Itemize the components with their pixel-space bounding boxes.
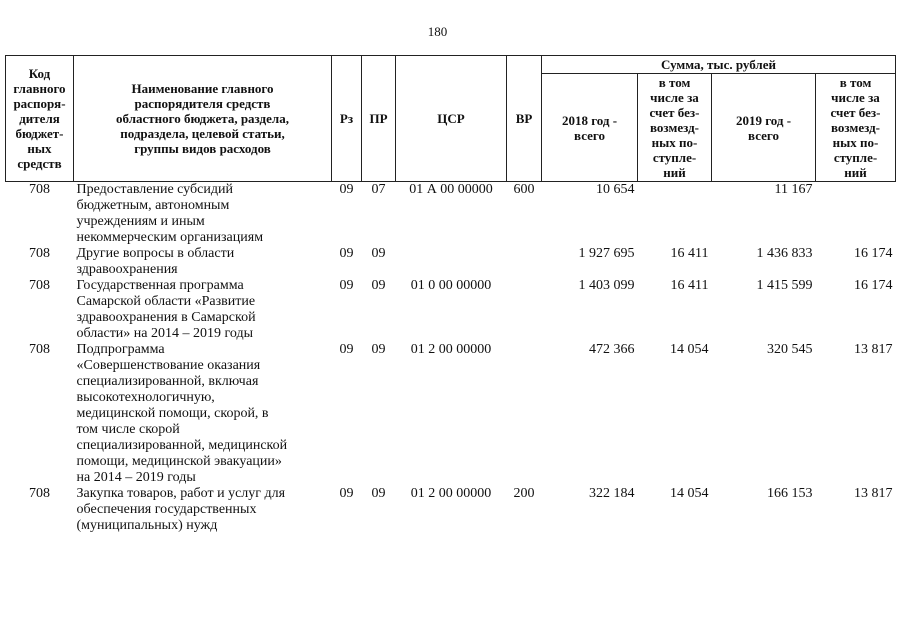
cell-vr — [507, 246, 542, 278]
cell-code: 708 — [29, 278, 50, 293]
cell-rz: 09 — [339, 246, 354, 261]
cell-2018-grants: 14 054 — [670, 486, 709, 501]
header-pr: ПР — [362, 56, 396, 182]
cell-pr: 09 — [371, 246, 386, 261]
cell-2019-grants: 16 174 — [854, 246, 893, 261]
table-header — [6, 56, 896, 182]
header-2019-grants: в том числе за счет без- возмезд- ных по- ступле- ний — [816, 74, 896, 182]
cell-2018-total: 322 184 — [589, 486, 635, 501]
cell-2018-grants — [638, 182, 712, 247]
cell-2019-total: 1 415 599 — [756, 278, 813, 293]
table-row — [6, 182, 896, 247]
header-2018-grants: в том числе за счет без- возмезд- ных по- ступле- ний — [638, 74, 712, 182]
cell-2018-total: 1 403 099 — [578, 278, 635, 293]
cell-2018-total: 10 654 — [596, 182, 635, 197]
cell-name: Государственная программа Самарской области «Развитие здравоохранения в Самарской области» на 2014 – 2019 годы — [76, 278, 256, 341]
header-sum: Сумма, тыс. рублей — [542, 56, 896, 74]
cell-name: Закупка товаров, работ и услуг для обеспечения государственных (муниципальных) нужд — [76, 486, 286, 533]
header-2019-total: 2019 год - всего — [712, 74, 816, 182]
table-row — [6, 278, 896, 342]
cell-2019-total: 166 153 — [767, 486, 813, 501]
page-number: 180 — [427, 24, 448, 39]
cell-vr: 200 — [513, 486, 535, 501]
cell-2019-total: 11 167 — [774, 182, 813, 197]
cell-csr — [396, 246, 507, 278]
cell-csr: 01 2 00 00000 — [410, 486, 492, 501]
cell-rz: 09 — [339, 182, 354, 197]
cell-vr — [507, 342, 542, 486]
header-csr: ЦСР — [396, 56, 507, 182]
header-vr: ВР — [507, 56, 542, 182]
table-row — [6, 246, 896, 278]
cell-2019-total: 320 545 — [767, 342, 813, 357]
header-name: Наименование главного распорядителя средств областного бюджета, раздела, подраздела, целевой статьи, группы видов расходов — [74, 56, 332, 182]
cell-csr: 01 0 00 00000 — [410, 278, 492, 293]
table-row — [6, 342, 896, 486]
budget-table — [5, 55, 896, 534]
header-code: Код главного распоря- дителя бюджет- ных средств — [6, 56, 74, 182]
cell-vr — [507, 278, 542, 342]
cell-2019-grants: 13 817 — [854, 486, 893, 501]
cell-2018-total: 472 366 — [589, 342, 635, 357]
cell-rz: 09 — [339, 278, 354, 293]
cell-2018-grants: 16 411 — [670, 246, 709, 261]
table-body — [6, 182, 896, 535]
cell-pr: 09 — [371, 486, 386, 501]
cell-code: 708 — [29, 246, 50, 261]
cell-csr: 01 2 00 00000 — [410, 342, 492, 357]
cell-pr: 07 — [371, 182, 386, 197]
cell-2019-total: 1 436 833 — [756, 246, 813, 261]
header-2018-total: 2018 год - всего — [542, 74, 638, 182]
cell-code: 708 — [29, 486, 50, 501]
cell-vr: 600 — [513, 182, 535, 197]
cell-name: Подпрограмма «Совершенствование оказания специализированной, включая высокотехнологичную, медицинской помощи, скорой, в том числе скорой специализированной, медицинской помощи, медицинской эвакуации» на 2014 – 2019 годы — [76, 342, 288, 485]
cell-code: 708 — [29, 342, 50, 357]
cell-name: Другие вопросы в области здравоохранения — [76, 246, 235, 277]
cell-2018-grants: 14 054 — [670, 342, 709, 357]
cell-2019-grants — [816, 182, 896, 247]
cell-csr: 01 А 00 00000 — [409, 182, 493, 197]
cell-2019-grants: 16 174 — [854, 278, 893, 293]
table-row — [6, 486, 896, 534]
cell-2018-total: 1 927 695 — [578, 246, 635, 261]
cell-2018-grants: 16 411 — [670, 278, 709, 293]
cell-code: 708 — [29, 182, 50, 197]
cell-rz: 09 — [339, 486, 354, 501]
cell-2019-grants: 13 817 — [854, 342, 893, 357]
cell-rz: 09 — [339, 342, 354, 357]
cell-name: Предоставление субсидий бюджетным, автономным учреждениям и иным некоммерческим организациям — [76, 182, 264, 245]
cell-pr: 09 — [371, 342, 386, 357]
header-rz: Рз — [332, 56, 362, 182]
cell-pr: 09 — [371, 278, 386, 293]
